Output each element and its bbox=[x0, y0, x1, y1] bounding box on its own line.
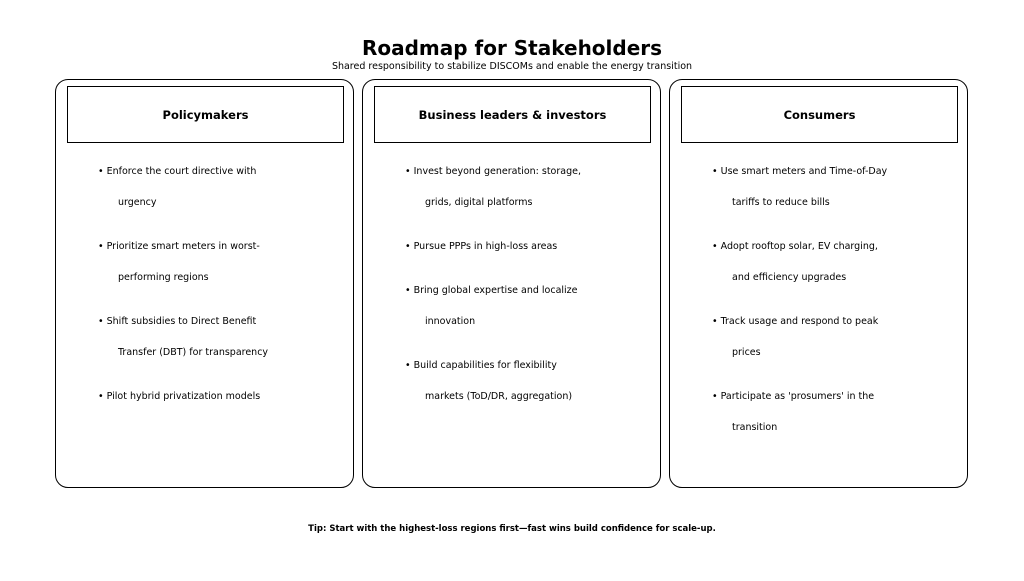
card-business-leaders-investors bbox=[362, 79, 661, 488]
bullet-line-continued: Transfer (DBT) for transparency bbox=[118, 347, 269, 358]
card-consumers bbox=[669, 79, 968, 488]
bullet-line-continued: grids, digital platforms bbox=[425, 197, 533, 208]
bullet-line-continued: prices bbox=[732, 347, 761, 358]
bullet-list bbox=[405, 156, 581, 425]
bullet-item bbox=[405, 156, 581, 218]
bullet-line: • Adopt rooftop solar, EV charging, bbox=[712, 241, 878, 252]
bullet-item bbox=[712, 306, 887, 368]
page-subtitle: Shared responsibility to stabilize DISCOMs and enable the energy transition bbox=[331, 61, 693, 72]
bullet-line: • Track usage and respond to peak bbox=[712, 316, 879, 327]
bullet-list bbox=[712, 156, 887, 456]
bullet-line: • Pilot hybrid privatization models bbox=[98, 391, 261, 402]
bullet-line-continued: performing regions bbox=[118, 272, 209, 283]
bullet-line: • Enforce the court directive with bbox=[98, 166, 257, 177]
bullet-line: • Shift subsidies to Direct Benefit bbox=[98, 316, 257, 327]
bullet-line: • Use smart meters and Time-of-Day bbox=[712, 166, 888, 177]
bullet-item bbox=[405, 350, 581, 412]
bullet-line: • Build capabilities for flexibility bbox=[405, 360, 557, 371]
tip-text: Tip: Start with the highest-loss regions first—fast wins build confidence for scale-up. bbox=[308, 524, 716, 534]
card-policymakers bbox=[55, 79, 354, 488]
bullet-item bbox=[712, 231, 887, 293]
bullet-line: • Participate as 'prosumers' in the bbox=[712, 391, 875, 402]
bullet-line-continued: urgency bbox=[118, 197, 157, 208]
bullet-item bbox=[405, 231, 581, 262]
page-title: Roadmap for Stakeholders bbox=[361, 36, 663, 60]
bullet-item bbox=[98, 381, 268, 412]
bullet-line: • Bring global expertise and localize bbox=[405, 285, 578, 296]
bullet-list bbox=[98, 156, 268, 425]
bullet-line-continued: markets (ToD/DR, aggregation) bbox=[425, 391, 573, 402]
bullet-item bbox=[712, 381, 887, 443]
bullet-item bbox=[405, 275, 581, 337]
bullet-line: • Invest beyond generation: storage, bbox=[405, 166, 581, 177]
bullet-line: • Prioritize smart meters in worst- bbox=[98, 241, 260, 252]
bullet-line-continued: transition bbox=[732, 422, 778, 433]
bullet-item bbox=[98, 306, 268, 368]
bullet-line-continued: innovation bbox=[425, 316, 476, 327]
bullet-item bbox=[712, 156, 887, 218]
bullet-line-continued: and efficiency upgrades bbox=[732, 272, 847, 283]
bullet-line: • Pursue PPPs in high-loss areas bbox=[405, 241, 558, 252]
card-heading: Business leaders & investors bbox=[374, 86, 651, 143]
card-heading: Consumers bbox=[681, 86, 958, 143]
card-heading: Policymakers bbox=[67, 86, 344, 143]
bullet-line-continued: tariffs to reduce bills bbox=[732, 197, 830, 208]
bullet-item bbox=[98, 231, 268, 293]
bullet-item bbox=[98, 156, 268, 218]
